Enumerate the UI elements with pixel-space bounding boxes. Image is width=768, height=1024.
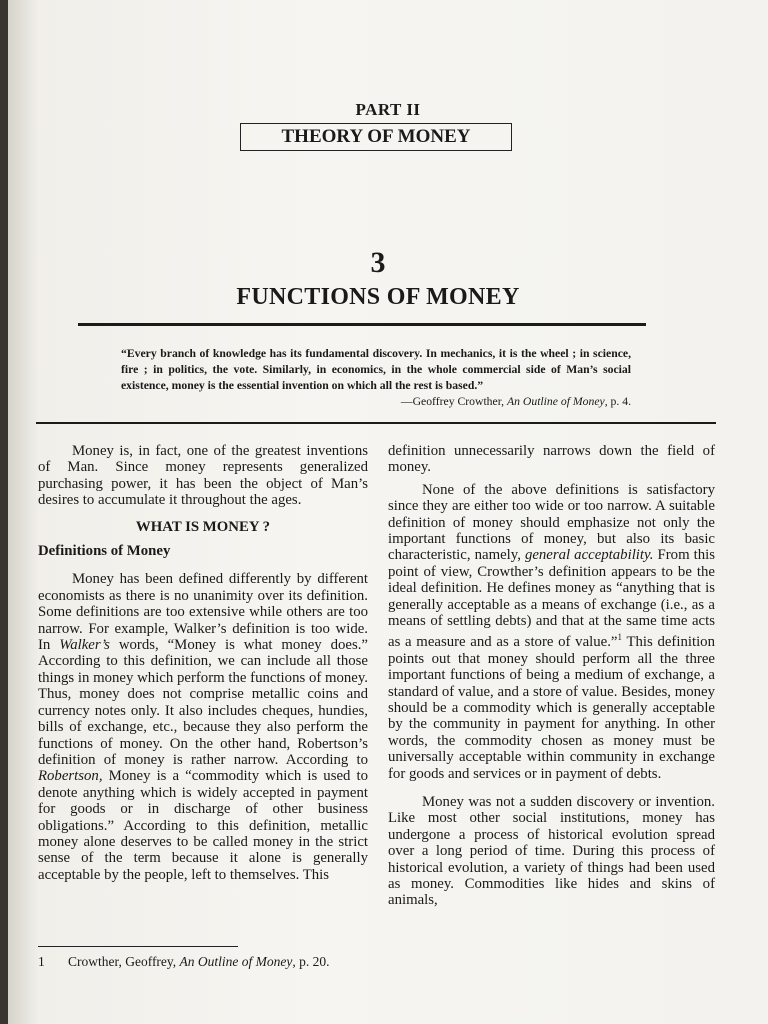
left-column [38,443,368,883]
epigraph-text: “Every branch of knowledge has its fundamental discovery. In mechanics, it is the wheel ; in science, fire ; in politics, the vote. Similarly, in economics, in the whole commercial side of Man’s social existence, money is the essential invention on which all the rest is based.” [121,347,631,392]
subsection-heading: Definitions of Money [38,543,171,560]
footnote-ref: 1 [617,632,622,643]
continued-text: definition unnecessarily narrows down the field of money. [388,443,715,476]
bottom-divider [36,422,716,424]
part-label: PART II [355,100,421,119]
footnote: 1 Crowther, Geoffrey, An Outline of Money, p. 20. [38,954,330,969]
book-page [8,0,768,1024]
right-column [388,443,715,909]
definitions-paragraph: Money has been defined differently by different economists as there is no unanimity over its definition. Some definitions are too extensive while others are too narrow. For example, Walker’s definition is too wide. In Walker’s words, “Money is what money does.” According to this definition, we can include all those things in money which perform the functions of money. Thus, money does not comprise metallic coins and currency notes only. It also includes cheques, hundies, bills of exchange, etc., because they also perform the functions of money. On the other hand, Robertson’s definition of money is rather narrow. According to Robertson, Money is a “commodity which is used to denote anything which is widely accepted in payment for goods or in discharge of other business obligations.” According to this definition, metallic money alone deserves to be called money in the strict sense of the term because it alone is generally acceptable by the people, left to themselves. This [38,571,368,883]
footnote-number: 1 [38,954,45,969]
epigraph-attribution: —Geoffrey Crowther, An Outline of Money, p. 4. [400,395,631,408]
intro-paragraph: Money is, in fact, one of the greatest inventions of Man. Since money represents generalized purchasing power, it has been the object of Man’s desires to accumulate it throughout the ages. [38,443,368,509]
chapter-number: 3 [370,246,386,279]
top-divider [78,323,646,326]
part-title-box [240,123,512,151]
evolution-paragraph: Money was not a sudden discovery or invention. Like most other social institutions, money has undergone a process of historical evolution spread over a long period of time. During this process of historical evolution, a variety of things had been used as money. Commodities like hides and skins of animals, [388,794,715,909]
chapter-title: FUNCTIONS OF MONEY [236,284,520,310]
part-title: THEORY OF MONEY [281,126,471,147]
footnote-rule [38,946,238,947]
epigraph [121,346,631,410]
section-heading: WHAT IS MONEY ? [135,518,271,535]
crowther-paragraph: None of the above definitions is satisfactory since they are either too wide or too narrow. A suitable definition of money should emphasize not only the important functions of money, but also its basic characteristic, namely, general acceptability. From this point of view, Crowther’s definition appears to be the ideal definition. He defines money as “anything that is generally acceptable as a means of exchange (i.e., as a means of settling debts) and that at the same time acts as a measure and as a store of value.”$^1$ This definition points out that money should perform all the three important functions of being a medium of exchange, a standard of value, and a store of value. Besides, money should be a commodity which is generally acceptable by the community in payment for anything. In other words, the commodity chosen as money must be universally acceptable within community in exchange for goods and services or in payment of debts. [388,481,716,782]
